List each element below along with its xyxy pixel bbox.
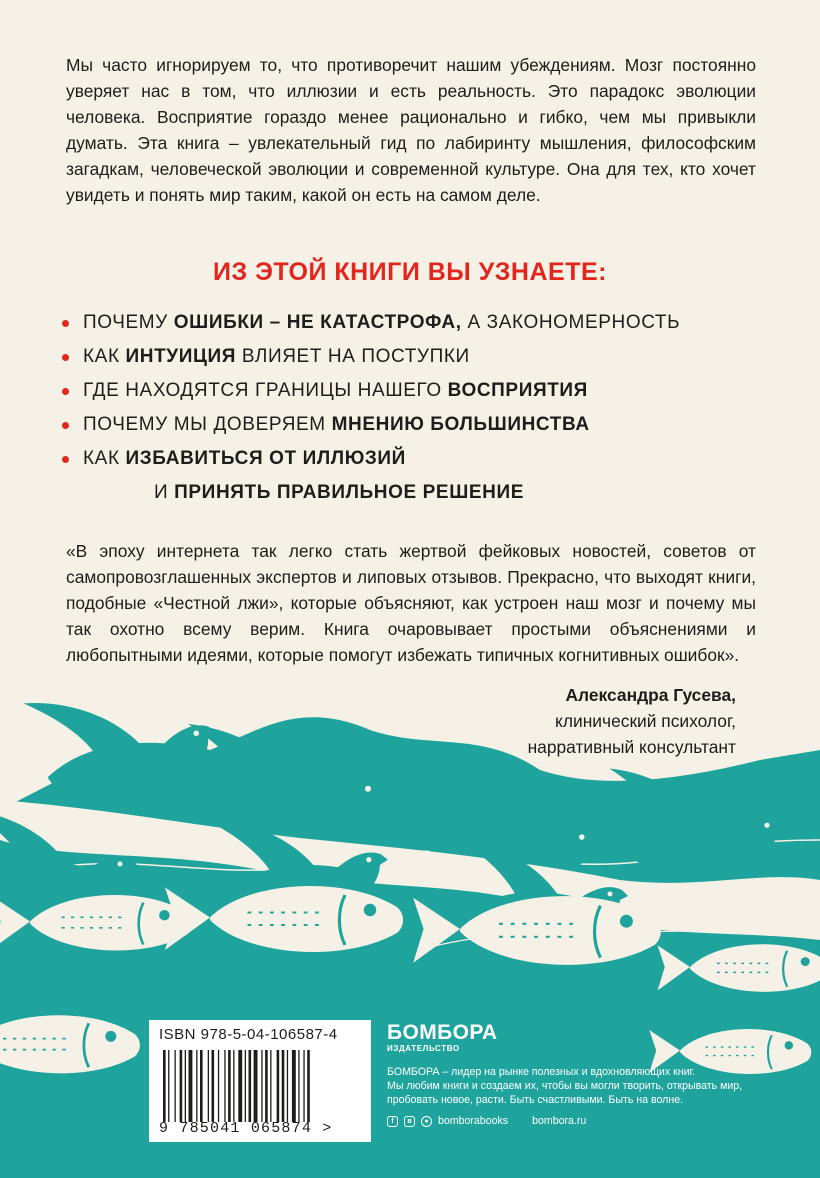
publisher-site[interactable]: bombora.ru [532,1115,587,1127]
barcode-bar [292,1050,296,1122]
vk-icon[interactable]: в [404,1116,415,1127]
list-item-continuation: И ПРИНЯТЬ ПРАВИЛЬНОЕ РЕШЕНИЕ [154,482,525,503]
barcode-bar [254,1050,258,1122]
learn-heading: ИЗ ЭТОЙ КНИГИ ВЫ УЗНАЕТЕ: [213,258,607,286]
instagram-icon[interactable]: ● [421,1116,432,1127]
barcode-bar [245,1050,246,1122]
bullet-dot-icon [62,320,69,327]
publisher-block [387,1022,787,1127]
review-author-role-2: нарративный консультант [527,737,736,757]
bullet-dot-icon [62,388,69,395]
barcode-bar [212,1050,215,1122]
bullet-dot-icon [62,422,69,429]
barcode-bar [282,1050,285,1122]
barcode-bar [228,1050,231,1122]
bullet-dot-icon [62,456,69,463]
publisher-logo-name: БОМБОРА [387,1021,498,1044]
social-handle[interactable]: bomborabooks [438,1115,509,1127]
barcode-bar [168,1050,169,1122]
barcode-bar [298,1050,299,1122]
barcode-bar [189,1050,193,1122]
list-item: ПОЧЕМУ ОШИБКИ – НЕ КАТАСТРОФА, А ЗАКОНОМЕРНОСТЬ [62,306,782,340]
barcode-bar [196,1050,197,1122]
barcode-bar [238,1050,242,1122]
publisher-description: БОМБОРА – лидер на рынке полезных и вдохновляющих книг. Мы любим книги и создаем их, чтобы вы могли творить, открывать мир, пробовать новое, расти. Быть счастливыми. Быть на волне. [387,1066,743,1106]
barcode-bar [233,1050,234,1122]
barcode-bar [261,1050,262,1122]
review-author-role: клинический психолог, [555,711,736,731]
bullet-dot-icon [62,354,69,361]
isbn-number: ISBN 978-5-04-106587-4 [159,1026,338,1043]
barcode-bar [208,1050,209,1122]
list-item: КАК ИНТУИЦИЯ ВЛИЯЕТ НА ПОСТУПКИ [62,340,782,374]
barcode-bar [185,1050,186,1122]
barcode-bar [307,1050,310,1122]
facebook-icon[interactable]: f [387,1116,398,1127]
review-author: Александра Гусева, [565,685,736,705]
intro-paragraph: Мы часто игнорируем то, что противоречит нашим убеждениям. Мозг постоянно уверяет нас в том, что иллюзии и есть реальность. Это парадокс эволюции человека. Восприятие гораздо менее рационально и гибко, чем мы привыкли думать. Эта книга – увлекательный гид по лабиринту мышления, философским загадкам, человеческой эволюции и современной культуре. Она для тех, кто хочет увидеть и понять мир таким, какой он есть на самом деле. [66,55,756,205]
barcode-bar [224,1050,225,1122]
learn-list [62,306,782,510]
barcode-bar [175,1050,176,1122]
barcode-bar [303,1050,304,1122]
barcode-digits: 9 785041 065874 > [159,1120,333,1137]
barcode-bar [265,1050,268,1122]
barcode-bar [277,1050,280,1122]
publisher-logo-sub: ИЗДАТЕЛЬСТВО [387,1044,460,1053]
barcode-bar [200,1050,203,1122]
barcode-bars [163,1050,357,1122]
barcode-panel [149,1020,371,1142]
publisher-links [387,1115,787,1127]
list-item: ПОЧЕМУ МЫ ДОВЕРЯЕМ МНЕНИЮ БОЛЬШИНСТВА [62,408,782,442]
barcode-bar [287,1050,288,1122]
barcode-bar [180,1050,183,1122]
barcode-bar [270,1050,271,1122]
barcode-bar [218,1050,219,1122]
review-quote: «В эпоху интернета так легко стать жертвой фейковых новостей, советов от самопровозглашенных экспертов и липовых отзывов. Прекрасно, что выходят книги, подобные «Честной лжи», которые объясняют, как устроен наш мозг и почему мы так охотно всему верим. Книга очаровывает простыми объяснениями и любопытными идеями, которые помогут избежать типичных когнитивных ошибок». [66,541,756,665]
list-item: КАК ИЗБАВИТЬСЯ ОТ ИЛЛЮЗИЙ [62,442,782,476]
barcode-bar [249,1050,252,1122]
barcode-bar [163,1050,166,1122]
list-item: ГДЕ НАХОДЯТСЯ ГРАНИЦЫ НАШЕГО ВОСПРИЯТИЯ [62,374,782,408]
